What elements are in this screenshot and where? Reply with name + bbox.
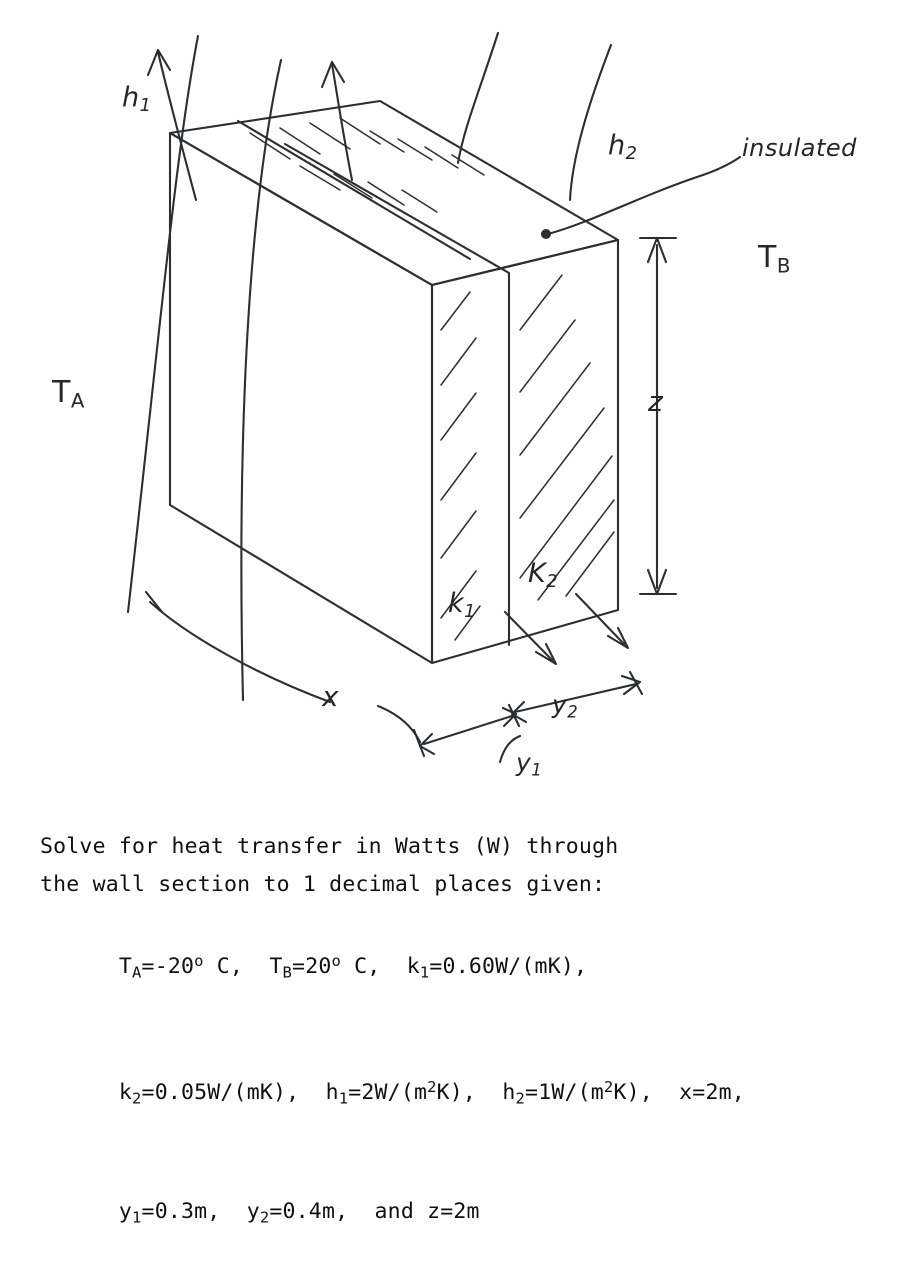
k2-subscript: 2 — [132, 1089, 142, 1108]
y1-symbol: y — [118, 1199, 133, 1225]
k2-symbol: k — [118, 1079, 133, 1105]
y2-subscript: 2 — [259, 1208, 270, 1227]
TB-value: =20 — [292, 953, 332, 979]
flow-curve-left-1 — [128, 36, 198, 612]
h2-symbol: h — [502, 1079, 516, 1105]
flow-curve-right-1 — [458, 33, 498, 163]
insulated-leader — [548, 157, 740, 234]
TA-symbol: T — [118, 953, 133, 979]
label-z: z — [648, 385, 664, 418]
x-dim-tick-left — [146, 592, 162, 612]
h1-symbol: h — [325, 1079, 339, 1105]
TA-value: =-20 — [141, 953, 195, 979]
label-k2: $K_2$ — [528, 558, 559, 592]
top-face-edge-line — [238, 121, 470, 259]
k1-symbol: k — [406, 953, 420, 979]
statement-line-1: Solve for heat transfer in Watts (W) through — [40, 834, 619, 859]
k2-hatching — [520, 275, 614, 600]
h2-tail: K), x=2m, — [613, 1079, 745, 1105]
statement-line-3 — [40, 904, 870, 1030]
h2-exponent: 2 — [603, 1077, 614, 1096]
TA-degree: o — [194, 952, 204, 970]
y2-symbol: y — [246, 1199, 260, 1225]
insulated-point-dot — [541, 229, 551, 239]
y1-value: =0.3m, — [141, 1199, 247, 1225]
TB-degree: o — [331, 952, 341, 970]
label-TB: $T_B$ — [758, 240, 791, 278]
statement-line-5 — [40, 1155, 870, 1275]
mid-arrow-shaft — [332, 64, 352, 180]
top-face-divider — [285, 144, 509, 273]
k1-subscript: 1 — [419, 963, 430, 982]
h1-value: =2W/(m — [348, 1079, 428, 1105]
TB-unit: C, — [341, 953, 407, 979]
flow-curve-left-2 — [241, 60, 281, 700]
x-dim-line — [150, 602, 330, 702]
label-x: x — [322, 680, 340, 713]
h2-value: =1W/(m — [525, 1079, 604, 1105]
y2-value: =0.4m, and z=2m — [269, 1199, 480, 1225]
TA-subscript: A — [132, 963, 142, 982]
x-dim-line-2 — [378, 706, 420, 742]
slab-top-face — [170, 101, 618, 285]
problem-statement — [40, 828, 870, 1275]
label-insulated: insulated — [742, 134, 857, 162]
flow-curve-right-2 — [570, 45, 611, 200]
TB-symbol: T — [269, 953, 283, 979]
label-y1: $y_1$ — [516, 748, 543, 780]
k1-leader-arrow — [505, 612, 552, 660]
statement-line-2: the wall section to 1 decimal places given: — [40, 872, 606, 897]
k2-value: =0.05W/(mK), — [141, 1079, 326, 1105]
h1-tail: K), — [436, 1079, 503, 1105]
label-y2: $y_2$ — [552, 690, 579, 722]
label-h1: $h_1$ — [122, 82, 152, 116]
y1-dim-line — [424, 716, 512, 744]
label-TA: $T_A$ — [52, 375, 85, 413]
h1-subscript: 1 — [338, 1089, 349, 1108]
label-k1: $k_1$ — [448, 588, 476, 622]
h1-exponent: 2 — [427, 1077, 437, 1096]
TB-subscript: B — [282, 963, 293, 982]
h2-subscript: 2 — [515, 1089, 526, 1108]
y1-subscript: 1 — [132, 1208, 142, 1227]
TA-unit: C, — [203, 953, 270, 979]
statement-line-4 — [40, 1030, 870, 1156]
k1-value: =0.60W/(mK), — [429, 953, 588, 979]
label-h2: $h_2$ — [608, 130, 638, 164]
